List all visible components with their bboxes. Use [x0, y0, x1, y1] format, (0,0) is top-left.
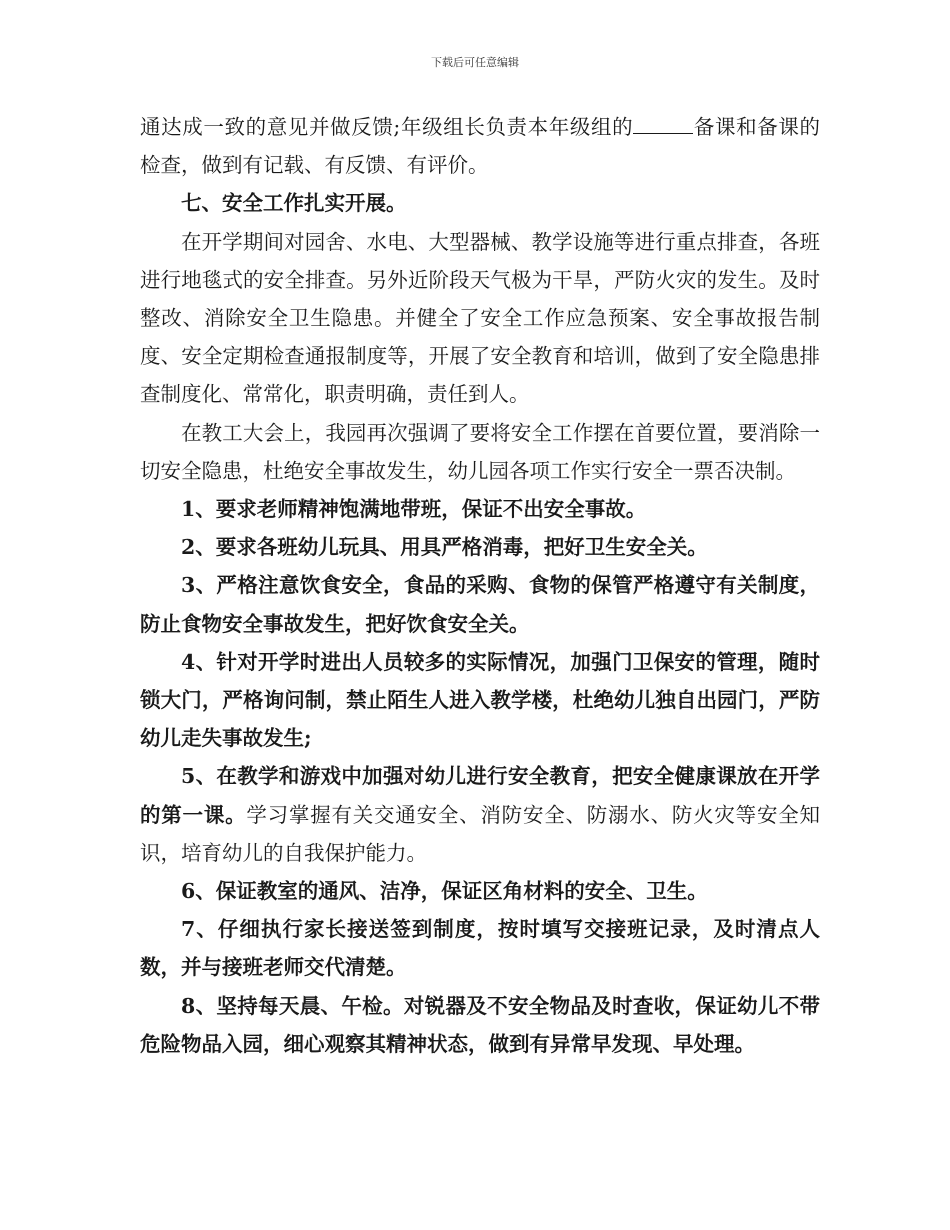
paragraph-review-text-1: 通达成一致的意见并做反馈;年级组长负责本年级组的 — [140, 115, 634, 139]
paragraph-review-text-2: 备课和备课的检查，做到有记载、有反馈、有评价。 — [140, 115, 820, 178]
list-item-4: 4、针对开学时进出人员较多的实际情况，加强门卫保安的管理，随时锁大门，严格询问制，禁止陌生人进入教学楼，杜绝幼儿独自出园门，严防幼儿走失事故发生; — [140, 649, 820, 751]
list-item-1: 1、要求老师精神饱满地带班，保证不出安全事故。 — [181, 497, 647, 522]
list-item-5-normal: 学习掌握有关交通安全、消防安全、防溺水、防火灾等安全知识，培育幼儿的自我保护能力。 — [140, 802, 821, 865]
paragraph-staff-meeting: 在教工大会上，我园再次强调了要将安全工作摆在首要位置，要消除一切安全隐患，杜绝安全事故发生，幼儿园各项工作实行安全一票否决制。 — [140, 420, 820, 483]
list-item-7: 7、仔细执行家长接送签到制度，按时填写交接班记录，及时清点人数，并与接班老师交代清楚。 — [140, 917, 820, 980]
list-item-2: 2、要求各班幼儿玩具、用具严格消毒，把好卫生安全关。 — [181, 535, 708, 560]
section-heading-safety: 七、安全工作扎实开展。 — [181, 191, 407, 216]
page-header: 下载后可任意编辑 — [431, 56, 519, 69]
paragraph-review — [140, 108, 820, 184]
fill-in-blank — [633, 115, 693, 134]
paragraph-inspection: 在开学期间对园舍、水电、大型器械、教学设施等进行重点排查，各班进行地毯式的安全排查。另外近阶段天气极为干旱，严防火灾的发生。及时整改、消除安全卫生隐患。并健全了安全工作应急预案、安全事故报告制度、安全定期检查通报制度等，开展了安全教育和培训，做到了安全隐患排查制度化、常常化，职责明确，责任到人。 — [140, 229, 820, 407]
list-item-8: 8、坚持每天晨、午检。对锐器及不安全物品及时查收，保证幼儿不带危险物品入园，细心观察其精神状态，做到有异常早发现、早处理。 — [140, 993, 820, 1056]
list-item-5-bold: 5、在教学和游戏中加强对幼儿进行安全教育，把安全健康课放在开学的第一课。 — [140, 764, 820, 827]
list-item-5 — [140, 757, 820, 872]
document-body — [140, 108, 820, 1063]
list-item-6: 6、保证教室的通风、洁净，保证区角材料的安全、卫生。 — [181, 879, 708, 904]
list-item-3: 3、严格注意饮食安全，食品的采购、食物的保管严格遵守有关制度，防止食物安全事故发生，把好饮食安全关。 — [140, 573, 820, 636]
